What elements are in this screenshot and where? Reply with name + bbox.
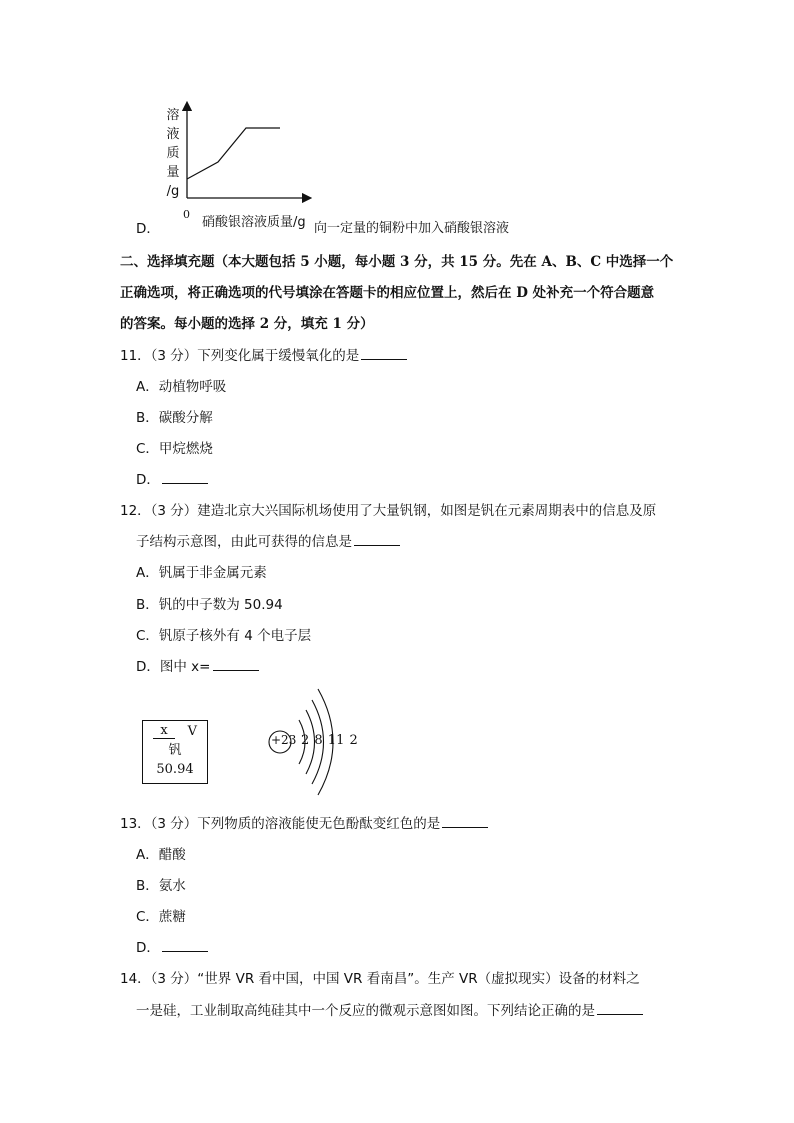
q11-d-blank — [162, 471, 208, 484]
q12-d-blank — [213, 658, 259, 671]
mass-curve — [187, 128, 280, 179]
q11-blank — [361, 347, 407, 360]
q13-blank — [442, 815, 488, 828]
graph-axes — [180, 100, 315, 210]
q14-blank — [597, 1002, 643, 1015]
nucleus-charge: +23 — [271, 733, 297, 747]
q11-option-c: C．甲烷燃烧 — [136, 441, 213, 457]
atomic-mass: 50.94 — [156, 762, 194, 777]
q11-stem: 11．（3 分）下列变化属于缓慢氧化的是 — [120, 344, 407, 364]
q11-option-a: A．动植物呼吸 — [136, 379, 227, 395]
electron-counts: 2 8 11 2 — [301, 733, 358, 748]
option-d-letter: D． — [136, 221, 160, 237]
q12-stem-line2: 子结构示意图，由此可获得的信息是 — [136, 530, 400, 550]
q12-option-d: D．图中 x= — [136, 655, 259, 675]
q13-option-c: C．蔗糖 — [136, 909, 186, 925]
q11-option-d: D． — [136, 468, 208, 488]
element-name: 钒 — [168, 743, 182, 758]
element-symbol: V — [187, 724, 197, 739]
q13-option-d: D． — [136, 936, 208, 956]
q12-stem-line1: 12．（3 分）建造北京大兴国际机场使用了大量钒钢，如图是钒在元素周期表中的信息及原 — [120, 503, 657, 519]
q11-option-b: B．碳酸分解 — [136, 410, 213, 426]
q12-option-a: A．钒属于非金属元素 — [136, 565, 267, 581]
section2-line3: 的答案。每小题的选择 2 分，填充 1 分） — [120, 316, 374, 332]
section2-line2: 正确选项，将正确选项的代号填涂在答题卡的相应位置上，然后在 D 处补充一个符合题意 — [120, 285, 655, 301]
section2-line1: 二、选择填充题（本大题包括 5 小题，每小题 3 分，共 15 分。先在 A、B、C 中选择一个 — [120, 254, 674, 270]
q14-stem-line2: 一是硅，工业制取高纯硅其中一个反应的微观示意图如图。下列结论正确的是 — [136, 999, 643, 1019]
origin-label: 0 — [183, 208, 190, 221]
q13-option-a: A．醋酸 — [136, 847, 186, 863]
q14-stem-line1: 14．（3 分）“世界 VR 看中国，中国 VR 看南昌”。生产 VR（虚拟现实）设备的材料之 — [120, 971, 640, 987]
q12-option-c: C．钒原子核外有 4 个电子层 — [136, 628, 312, 644]
q13-d-blank — [162, 939, 208, 952]
q12-option-b: B．钒的中子数为 50.94 — [136, 597, 283, 613]
atomic-number: x — [153, 724, 175, 739]
element-card-top — [143, 721, 207, 741]
q13-stem: 13．（3 分）下列物质的溶液能使无色酚酞变红色的是 — [120, 812, 488, 832]
q12-blank — [354, 533, 400, 546]
element-card — [142, 720, 208, 784]
y-axis-label: 溶 液 质 量 /g — [166, 108, 180, 199]
q13-option-b: B．氨水 — [136, 878, 186, 894]
graph-caption: 向一定量的铜粉中加入硝酸银溶液 — [314, 221, 510, 236]
x-axis-label: 硝酸银溶液质量/g — [202, 215, 306, 230]
